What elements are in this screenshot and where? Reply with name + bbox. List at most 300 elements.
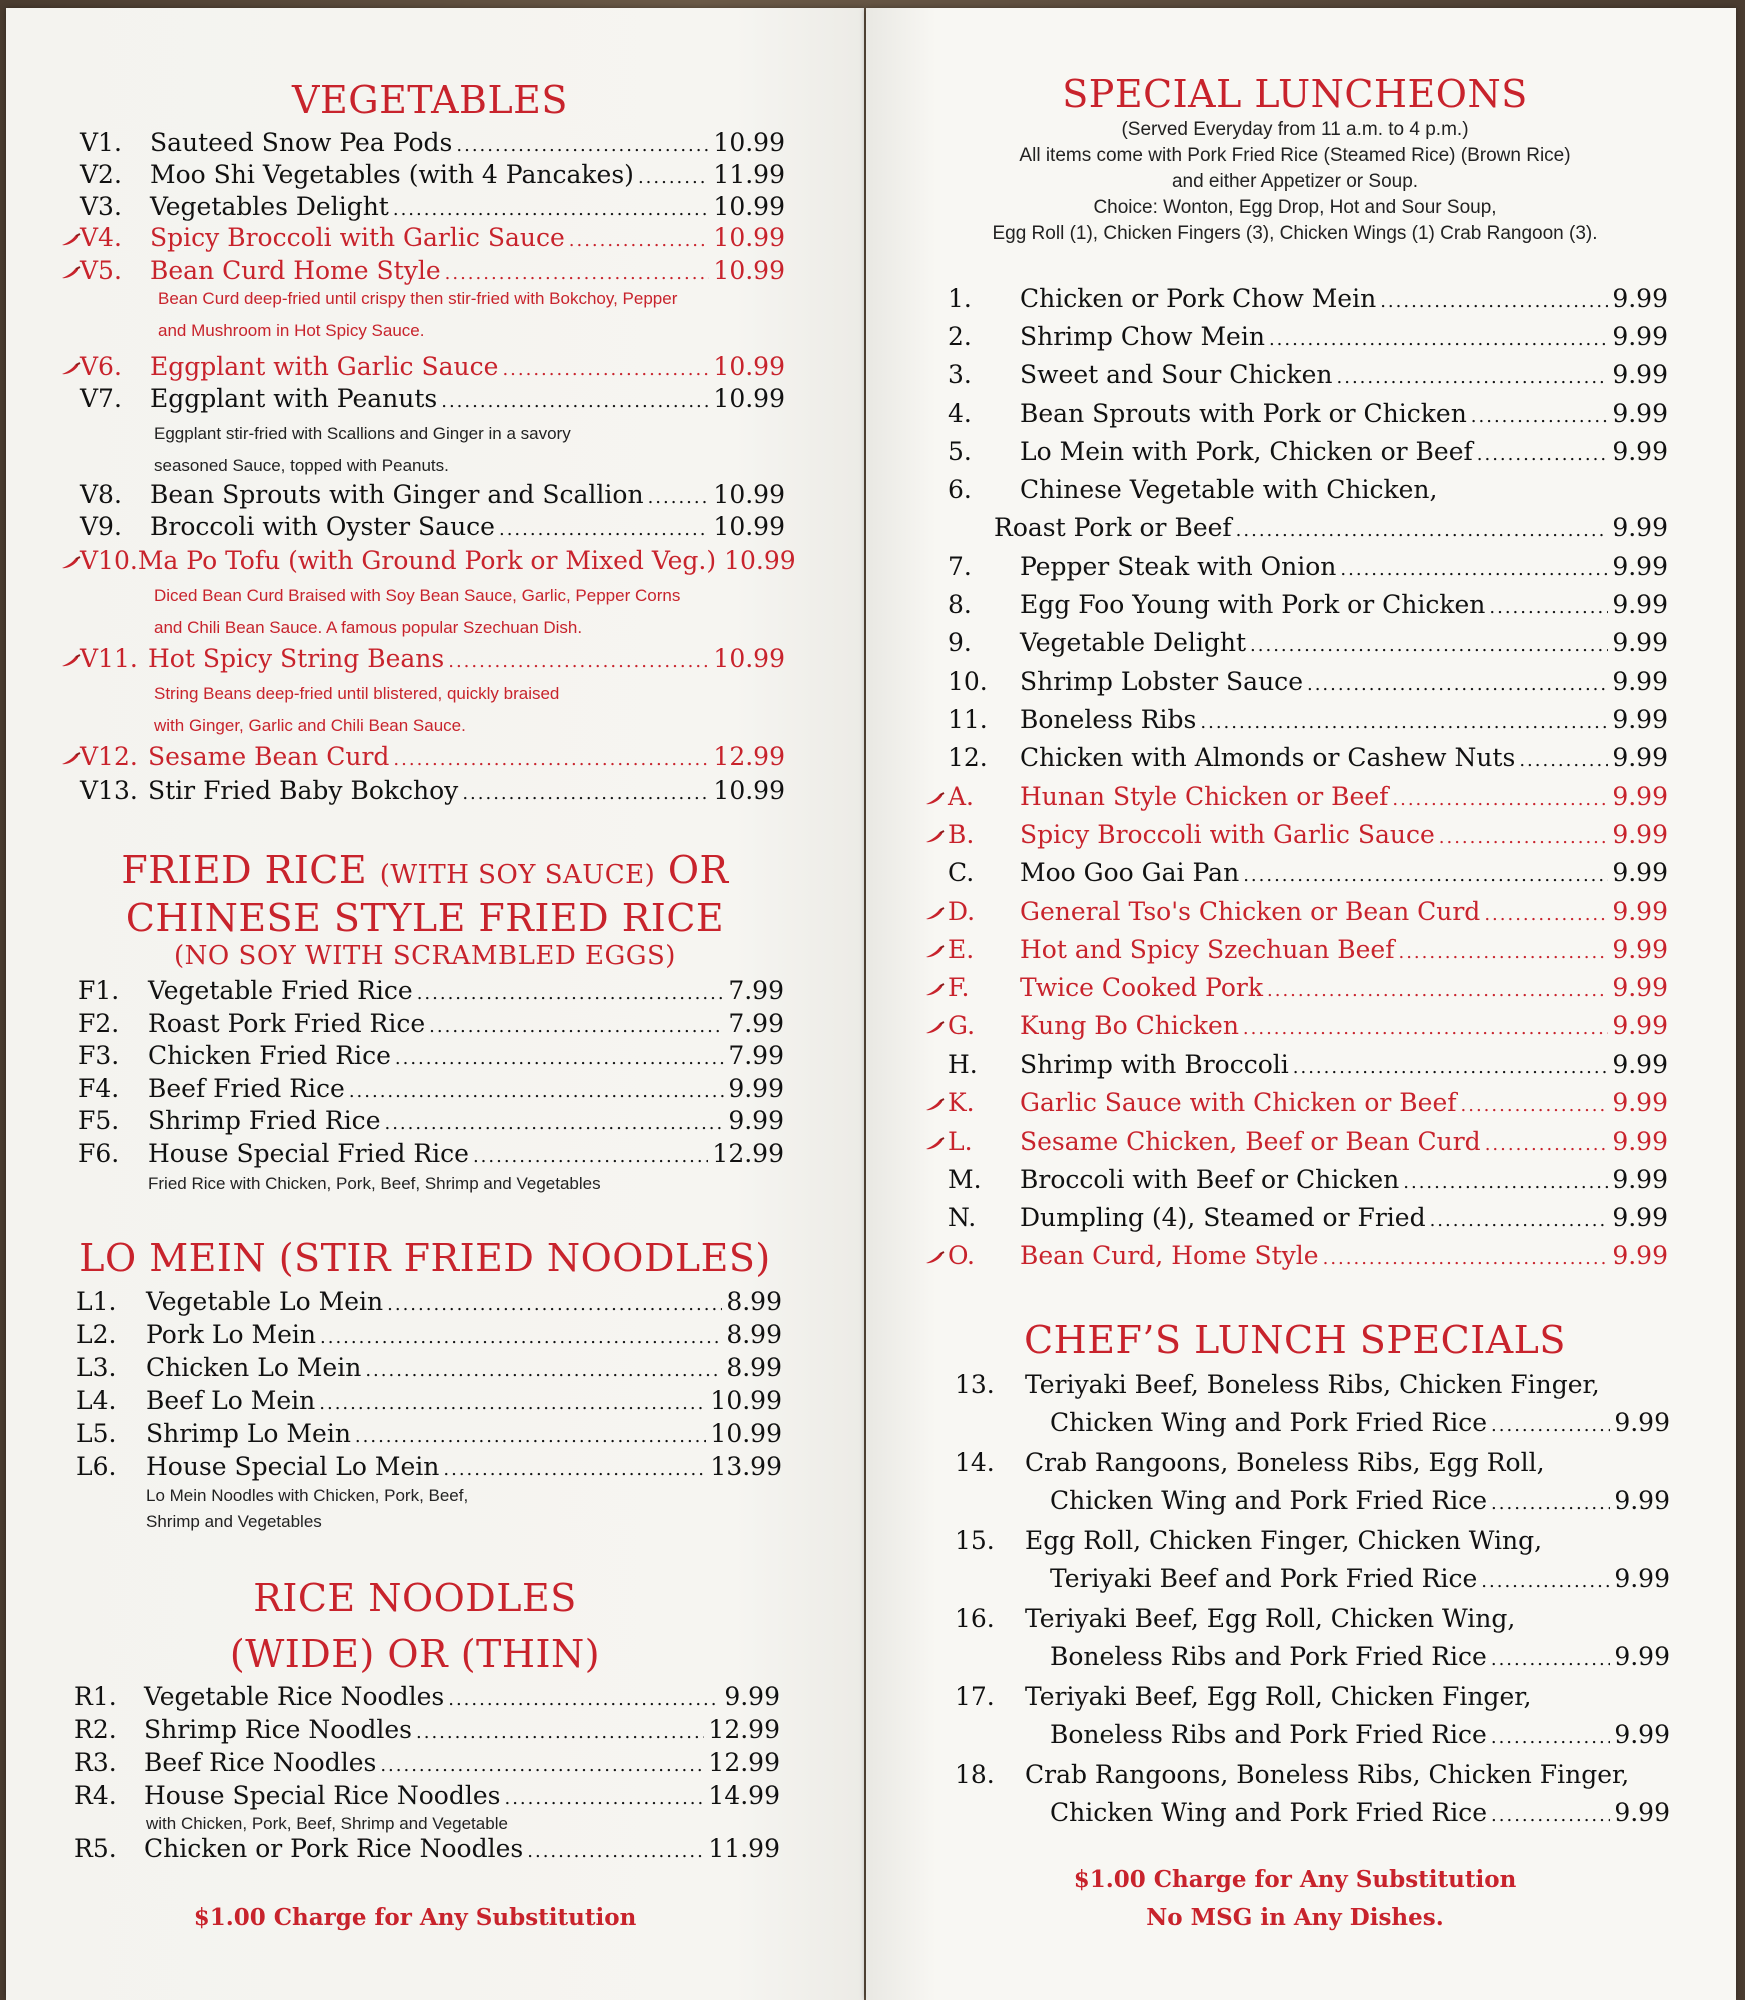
item-code: V13. (80, 776, 138, 805)
fried-rice-soy-note: (WITH SOY SAUCE) (379, 860, 656, 890)
chef-special-price: 9.99 (1614, 1798, 1670, 1827)
item-price: 9.99 (728, 1106, 784, 1135)
menu-item-row (948, 1165, 1668, 1194)
item-code: V4. (80, 223, 122, 252)
dot-leader (1340, 559, 1608, 580)
dot-leader (448, 1689, 720, 1710)
menu-item-row (80, 480, 785, 509)
item-code: L2. (76, 1320, 117, 1349)
dot-leader (1439, 827, 1609, 848)
menu-item-row (80, 742, 785, 771)
item-price: 9.99 (1612, 973, 1668, 1002)
chef-special-code: 15. (955, 1526, 995, 1555)
item-price: 9.99 (1612, 513, 1668, 542)
menu-item-row (948, 1203, 1668, 1232)
item-name: Bean Curd Home Style (150, 256, 441, 285)
fried-rice-or: OR (667, 848, 729, 892)
dot-leader (1491, 1727, 1610, 1748)
item-name: Broccoli with Beef or Chicken (1020, 1165, 1400, 1194)
item-code: 5. (948, 437, 972, 466)
menu-item-row (948, 858, 1668, 887)
dot-leader (365, 1360, 722, 1381)
dot-leader (504, 1788, 704, 1809)
item-price: 8.99 (726, 1353, 782, 1382)
dot-leader (1461, 1095, 1609, 1116)
dot-leader (1484, 904, 1608, 925)
item-name: Hunan Style Chicken or Beef (1020, 782, 1389, 811)
chef-special-row (1050, 1642, 1670, 1671)
item-code: 3. (948, 360, 972, 389)
item-code: V1. (80, 128, 122, 157)
substitution-charge-note: $1.00 Charge for Any Substitution (1073, 1866, 1517, 1893)
dot-leader (387, 1294, 722, 1315)
item-price: 11.99 (713, 160, 785, 189)
menu-item-row (78, 1041, 784, 1070)
chef-special-line2: Chicken Wing and Pork Fried Rice (1050, 1798, 1488, 1827)
item-name: Dumpling (4), Steamed or Fried (1020, 1203, 1426, 1232)
dot-leader (319, 1393, 706, 1414)
menu-item-row (948, 1088, 1668, 1117)
dot-leader (384, 1113, 724, 1134)
item-code: 8. (948, 590, 972, 619)
item-code: A. (948, 782, 975, 811)
chef-special-line2: Chicken Wing and Pork Fried Rice (1050, 1408, 1488, 1437)
fried-rice-label: FRIED RICE (121, 848, 368, 892)
dot-leader (429, 1016, 724, 1037)
item-name: Broccoli with Oyster Sauce (150, 512, 495, 541)
menu-item-row (80, 384, 785, 413)
special-luncheons-heading: SPECIAL LUNCHEONS (1062, 72, 1528, 116)
menu-item-row (948, 628, 1668, 657)
dot-leader (393, 749, 709, 770)
item-name: House Special Fried Rice (148, 1139, 469, 1168)
menu-item-row (948, 1050, 1668, 1079)
item-name: Chicken or Pork Chow Mein (1020, 284, 1377, 313)
dot-leader (456, 135, 709, 156)
dot-leader (1293, 1057, 1609, 1078)
item-name: Egg Foo Young with Pork or Chicken (1020, 590, 1486, 619)
item-name: Bean Sprouts with Ginger and Scallion (150, 480, 644, 509)
luncheon-note: All items come with Pork Fried Rice (Steamed Rice) (Brown Rice) (1019, 145, 1571, 166)
item-price: 10.99 (713, 644, 785, 673)
dot-leader (1519, 750, 1608, 771)
item-name: Stir Fried Baby Bokchoy (148, 776, 459, 805)
item-code: V10. (80, 546, 138, 575)
menu-item-row (78, 976, 784, 1005)
item-code: F2. (78, 1009, 120, 1038)
chef-special-line1: Crab Rangoons, Boneless Ribs, Egg Roll, (1025, 1448, 1545, 1477)
item-name: Sesame Chicken, Beef or Bean Curd (1020, 1127, 1481, 1156)
item-name: Sweet and Sour Chicken (1020, 360, 1333, 389)
dot-leader (448, 651, 709, 672)
item-price: 9.99 (1612, 820, 1668, 849)
item-name: Ma Po Tofu (with Ground Pork or Mixed Veg.) (137, 546, 717, 575)
menu-item-row (74, 1748, 780, 1777)
item-code: R3. (74, 1748, 117, 1777)
chef-special-line1: Teriyaki Beef, Egg Roll, Chicken Wing, (1025, 1604, 1516, 1633)
menu-item-row (948, 820, 1668, 849)
menu-item-row (76, 1353, 782, 1382)
item-price: 12.99 (713, 742, 785, 771)
item-price: 7.99 (728, 1041, 784, 1070)
dot-leader (380, 1755, 704, 1776)
dot-leader (393, 199, 710, 220)
v10-description: Diced Bean Curd Braised with Soy Bean Sauce, Garlic, Pepper Corns (154, 586, 681, 605)
item-price: 12.99 (712, 1139, 784, 1168)
item-code: H. (948, 1050, 978, 1079)
item-name: Vegetable Rice Noodles (144, 1682, 445, 1711)
item-code: R2. (74, 1715, 117, 1744)
item-price: 10.99 (724, 546, 796, 575)
menu-item-row (948, 743, 1668, 772)
item-code: D. (948, 897, 976, 926)
item-code: V7. (80, 384, 122, 413)
item-price: 7.99 (728, 976, 784, 1005)
chili-pepper-icon (924, 830, 946, 844)
menu-item-row (80, 256, 785, 285)
item-name: Beef Fried Rice (148, 1074, 345, 1103)
item-name: Chicken or Pork Rice Noodles (144, 1834, 524, 1863)
item-name: Pork Lo Mein (146, 1320, 316, 1349)
item-price: 9.99 (1612, 743, 1668, 772)
dot-leader (638, 167, 709, 188)
item-code: V5. (80, 256, 122, 285)
item-name: Beef Lo Mein (146, 1386, 316, 1415)
dot-leader (1491, 1415, 1610, 1436)
menu-item-row (948, 973, 1668, 1002)
chili-pepper-icon (924, 907, 946, 921)
item-name: General Tso's Chicken or Bean Curd (1020, 897, 1481, 926)
item-name: Hot and Spicy Szechuan Beef (1020, 935, 1395, 964)
wide-or-thin-heading: (WIDE) OR (THIN) (229, 1632, 601, 1676)
dot-leader (445, 263, 710, 284)
item-name: Lo Mein with Pork, Chicken or Beef (1020, 437, 1473, 466)
item-name: Roast Pork Fried Rice (148, 1009, 426, 1038)
item-price: 10.99 (713, 223, 785, 252)
item-price: 9.99 (1612, 1165, 1668, 1194)
menu-item-row (80, 128, 785, 157)
v11-description: String Beans deep-fried until blistered, quickly braised (154, 684, 560, 703)
menu-item-row (76, 1320, 782, 1349)
v7-description: seasoned Sauce, topped with Peanuts. (154, 456, 449, 475)
item-code: V9. (80, 512, 122, 541)
dot-leader (1267, 980, 1608, 1001)
item-code: F4. (78, 1074, 120, 1103)
menu-item-row (948, 667, 1668, 696)
chef-special-line1: Crab Rangoons, Boneless Ribs, Chicken Finger, (1025, 1760, 1630, 1789)
item-name: Vegetables Delight (150, 192, 389, 221)
dot-leader (499, 519, 709, 540)
chef-special-code: 18. (955, 1760, 995, 1789)
luncheon-note: Choice: Wonton, Egg Drop, Hot and Sour Soup, (1093, 197, 1497, 218)
item-price: 9.99 (724, 1682, 780, 1711)
item-price: 9.99 (1612, 1050, 1668, 1079)
item-code: 12. (948, 743, 988, 772)
dot-leader (1477, 444, 1609, 465)
item-price: 12.99 (708, 1715, 780, 1744)
item-price: 7.99 (728, 1009, 784, 1038)
item-code: F1. (78, 976, 120, 1005)
item-code: F6. (78, 1139, 120, 1168)
item-price: 9.99 (1612, 399, 1668, 428)
item-code: O. (948, 1241, 975, 1270)
chili-pepper-icon (924, 1021, 946, 1035)
item-code: 7. (948, 552, 972, 581)
item-name: Chicken Lo Mein (146, 1353, 362, 1382)
r4-description: with Chicken, Pork, Beef, Shrimp and Vegetable (146, 1814, 508, 1833)
chili-pepper-icon (924, 1251, 946, 1265)
dot-leader (443, 1459, 706, 1480)
menu-item-row (74, 1715, 780, 1744)
menu-item-row (80, 223, 785, 252)
dot-leader (320, 1327, 722, 1348)
item-price: 10.99 (713, 128, 785, 157)
item-code: G. (948, 1011, 976, 1040)
item-code: L1. (76, 1287, 117, 1316)
dot-leader (1471, 406, 1609, 427)
menu-item-row (948, 782, 1668, 811)
item-code: 10. (948, 667, 988, 696)
menu-item-row (80, 546, 796, 575)
item-name: Vegetable Lo Mein (146, 1287, 384, 1316)
dot-leader (355, 1426, 707, 1447)
dot-leader (395, 1048, 724, 1069)
luncheon-note: (Served Everyday from 11 a.m. to 4 p.m.) (1121, 119, 1469, 140)
menu-item-row (78, 1106, 784, 1135)
menu-item-row (78, 1009, 784, 1038)
menu-item-row (80, 352, 785, 381)
chili-pepper-icon (924, 1137, 946, 1151)
menu-item-row (76, 1287, 782, 1316)
chili-pepper-icon (924, 792, 946, 806)
item-name: House Special Lo Mein (146, 1452, 440, 1481)
item-name: Chicken with Almonds or Cashew Nuts (1020, 743, 1516, 772)
chili-pepper-icon (60, 233, 82, 247)
dot-leader (473, 1146, 708, 1167)
chili-pepper-icon (60, 556, 82, 570)
menu-item-row (948, 705, 1668, 734)
item-code: L6. (76, 1452, 117, 1481)
menu-item-row (948, 322, 1668, 351)
item-name: Hot Spicy String Beans (148, 644, 445, 673)
item-price: 9.99 (1612, 284, 1668, 313)
item-code: F3. (78, 1041, 120, 1070)
dot-leader (1392, 789, 1608, 810)
chefs-lunch-specials-heading: CHEF’S LUNCH SPECIALS (1024, 1318, 1566, 1362)
item-code: E. (948, 935, 975, 964)
dot-leader (527, 1841, 704, 1862)
item-price: 10.99 (713, 192, 785, 221)
dot-leader (1236, 520, 1609, 541)
item-code: L5. (76, 1419, 117, 1448)
dot-leader (1430, 1210, 1609, 1231)
dot-leader (1200, 712, 1608, 733)
item-price: 10.99 (713, 352, 785, 381)
no-soy-heading: (NO SOY WITH SCRAMBLED EGGS) (174, 941, 676, 971)
item-name: Shrimp Rice Noodles (144, 1715, 412, 1744)
luncheon-note: and either Appetizer or Soup. (1171, 171, 1419, 192)
chef-special-row (1050, 1720, 1670, 1749)
dot-leader (1398, 942, 1608, 963)
chili-pepper-icon (60, 266, 82, 280)
dot-leader (1243, 1018, 1608, 1039)
substitution-charge-note: $1.00 Charge for Any Substitution (193, 1904, 637, 1931)
chef-special-code: 13. (955, 1370, 995, 1399)
item-name: Spicy Broccoli with Garlic Sauce (1020, 820, 1435, 849)
item-code: B. (948, 820, 975, 849)
menu-item-row (76, 1419, 782, 1448)
chef-special-line2: Boneless Ribs and Pork Fried Rice (1050, 1720, 1487, 1749)
item-code: M. (948, 1165, 982, 1194)
chinese-fried-rice-heading: CHINESE STYLE FRIED RICE (125, 896, 725, 940)
item-code: F5. (78, 1106, 120, 1135)
dot-leader (1481, 1571, 1610, 1592)
chili-pepper-icon (924, 945, 946, 959)
menu-item-row (948, 360, 1668, 389)
menu-item-row (948, 552, 1668, 581)
item-price: 10.99 (713, 256, 785, 285)
item-code: V3. (80, 192, 122, 221)
menu-item-row (78, 1139, 784, 1168)
item-price: 12.99 (708, 1748, 780, 1777)
item-code: L3. (76, 1353, 117, 1382)
menu-item-row (80, 192, 785, 221)
item-code: V2. (80, 160, 122, 189)
dot-leader (1323, 1248, 1609, 1269)
item-price: 9.99 (1612, 590, 1668, 619)
item-name: Bean Sprouts with Pork or Chicken (1020, 399, 1467, 428)
item-price: 9.99 (1612, 360, 1668, 389)
chili-pepper-icon (924, 1098, 946, 1112)
menu-item-row (80, 512, 785, 541)
item-code: 11. (948, 705, 988, 734)
l6-description: Lo Mein Noodles with Chicken, Pork, Beef, (146, 1486, 469, 1505)
dot-leader (416, 1722, 704, 1743)
item-price: 9.99 (728, 1074, 784, 1103)
item-price: 9.99 (1612, 782, 1668, 811)
menu-item-row (76, 1452, 782, 1481)
item-price: 10.99 (713, 512, 785, 541)
menu-item-row (78, 1074, 784, 1103)
item-name: Shrimp Chow Mein (1020, 322, 1265, 351)
item-code: V6. (80, 352, 122, 381)
dot-leader (1485, 1134, 1609, 1155)
fried-rice-heading (60, 848, 790, 892)
item-price: 10.99 (713, 776, 785, 805)
menu-item-row (948, 1241, 1668, 1270)
item-price: 9.99 (1612, 935, 1668, 964)
chef-special-line1: Teriyaki Beef, Egg Roll, Chicken Finger, (1025, 1682, 1532, 1711)
chef-special-price: 9.99 (1614, 1564, 1670, 1593)
dot-leader (502, 359, 709, 380)
menu-item-row (948, 590, 1668, 619)
item-name: Boneless Ribs (1020, 705, 1197, 734)
chef-special-price: 9.99 (1614, 1486, 1670, 1515)
item-code: C. (948, 858, 975, 887)
item-name: Eggplant with Garlic Sauce (150, 352, 499, 381)
item-name: Roast Pork or Beef (994, 513, 1232, 542)
item-code: R1. (74, 1682, 117, 1711)
chili-pepper-icon (60, 654, 82, 668)
chef-special-price: 9.99 (1614, 1408, 1670, 1437)
dot-leader (1269, 329, 1608, 350)
dot-leader (1250, 635, 1608, 656)
item-name: Shrimp with Broccoli (1020, 1050, 1289, 1079)
dot-leader (1243, 865, 1608, 886)
item-name: Moo Goo Gai Pan (1020, 858, 1240, 887)
item-code: 4. (948, 399, 972, 428)
item-price: 10.99 (710, 1419, 782, 1448)
item-name: Spicy Broccoli with Garlic Sauce (150, 223, 565, 252)
item-price: 9.99 (1612, 1203, 1668, 1232)
menu-item-row (80, 160, 785, 189)
chef-special-line1: Egg Roll, Chicken Finger, Chicken Wing, (1025, 1526, 1543, 1555)
item-price: 10.99 (710, 1386, 782, 1415)
chef-special-price: 9.99 (1614, 1642, 1670, 1671)
chef-special-code: 17. (955, 1682, 995, 1711)
chili-pepper-icon (60, 752, 82, 766)
chef-special-code: 14. (955, 1448, 995, 1477)
chili-pepper-icon (60, 362, 82, 376)
item-code: N. (948, 1203, 977, 1232)
item-code: V12. (80, 742, 138, 771)
item-price: 10.99 (713, 384, 785, 413)
item-name: House Special Rice Noodles (144, 1781, 501, 1810)
dot-leader (441, 391, 709, 412)
dot-leader (1491, 1805, 1610, 1826)
dot-leader (349, 1081, 725, 1102)
item-code: R4. (74, 1781, 117, 1810)
item-name: Chicken Fried Rice (148, 1041, 391, 1070)
chef-special-line2: Teriyaki Beef and Pork Fried Rice (1050, 1564, 1478, 1593)
luncheon-item-code: 6. (948, 475, 972, 504)
item-price: 9.99 (1612, 1127, 1668, 1156)
item-name: Bean Curd, Home Style (1020, 1241, 1319, 1270)
item-price: 13.99 (710, 1452, 782, 1481)
chef-special-line1: Teriyaki Beef, Boneless Ribs, Chicken Finger, (1025, 1370, 1600, 1399)
item-price: 9.99 (1612, 322, 1668, 351)
item-price: 9.99 (1612, 667, 1668, 696)
item-name: Eggplant with Peanuts (150, 384, 438, 413)
item-name: Sesame Bean Curd (148, 742, 390, 771)
menu-item-row (80, 644, 785, 673)
item-price: 9.99 (1612, 552, 1668, 581)
item-price: 8.99 (726, 1287, 782, 1316)
dot-leader (1337, 367, 1609, 388)
chef-special-line2: Boneless Ribs and Pork Fried Rice (1050, 1642, 1487, 1671)
item-code: R5. (74, 1834, 117, 1863)
chef-special-row (1050, 1564, 1670, 1593)
menu-item-row (948, 1011, 1668, 1040)
dot-leader (1491, 1493, 1610, 1514)
item-name: Kung Bo Chicken (1020, 1011, 1239, 1040)
item-price: 9.99 (1612, 858, 1668, 887)
no-msg-note: No MSG in Any Dishes. (1146, 1904, 1444, 1931)
item-price: 10.99 (713, 480, 785, 509)
chili-pepper-icon (924, 983, 946, 997)
item-price: 8.99 (726, 1320, 782, 1349)
item-price: 11.99 (708, 1834, 780, 1863)
menu-item-row (948, 437, 1668, 466)
item-price: 9.99 (1612, 437, 1668, 466)
v5-description: Bean Curd deep-fried until crispy then stir-fried with Bokchoy, Pepper (158, 289, 678, 308)
item-code: 2. (948, 322, 972, 351)
item-price: 9.99 (1612, 1241, 1668, 1270)
menu-item-row (948, 284, 1668, 313)
dot-leader (1489, 597, 1608, 618)
item-code: L. (948, 1127, 973, 1156)
dot-leader (1403, 1172, 1608, 1193)
